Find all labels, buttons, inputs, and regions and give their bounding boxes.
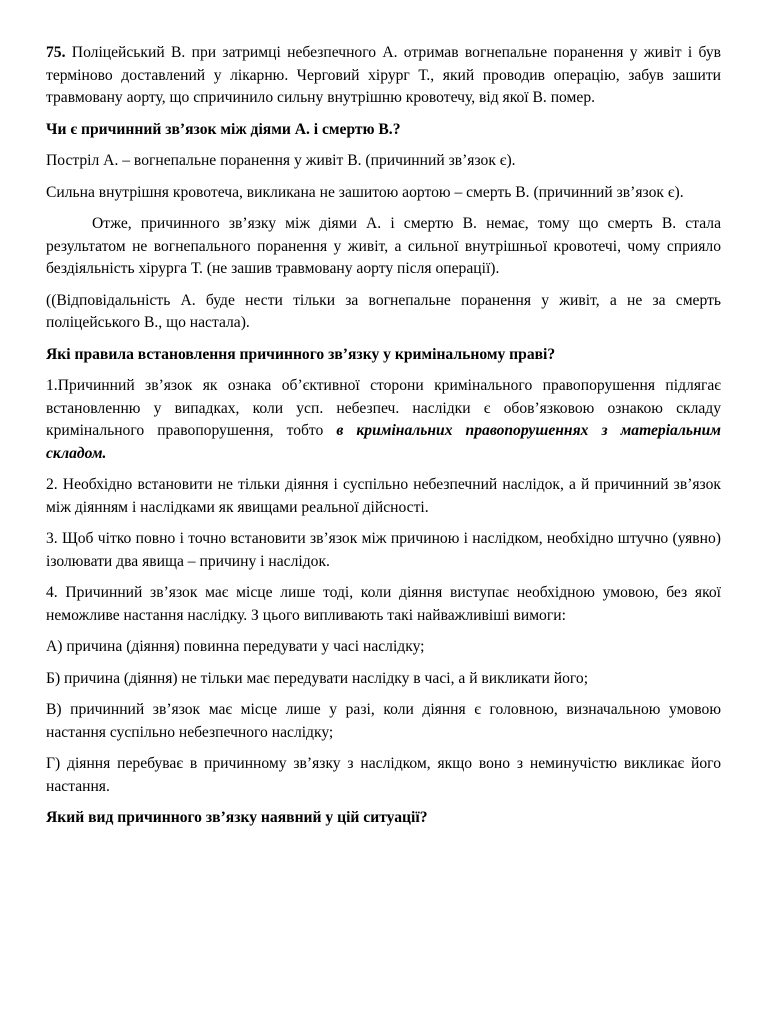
answer-bleeding: Сильна внутрішня кровотеча, викликана не зашитою аортою – смерть В. (причинний зв’язок є). <box>46 183 684 201</box>
answer-conclusion: Отже, причинного зв’язку між діями А. і смертю В. немає, тому що смерть В. стала результатом не вогнепального поранення у живіт, а сильної внутрішньої кровотечі, чому сприяло бездіяльність хірурга Т. (не зашив травмовану аорту після операції). <box>46 215 721 277</box>
requirement-a: А) причина (діяння) повинна передувати у часі наслідку; <box>46 638 425 655</box>
case-paragraph <box>46 42 721 110</box>
question-rules: Які правила встановлення причинного зв’язку у кримінальному праві? <box>46 345 556 363</box>
answer-shot: Постріл А. – вогнепальне поранення у живіт В. (причинний зв’язок є). <box>46 152 516 169</box>
case-number: 75. <box>46 44 66 61</box>
requirement-g: Г) діяння перебуває в причинному зв’язку з наслідком, якщо воно з неминучістю викликає його настання. <box>46 755 721 795</box>
question-causal-link: Чи є причинний зв’язок між діями А. і смертю В.? <box>46 120 401 138</box>
rule-3: 3. Щоб чітко повно і точно встановити зв’язок між причиною і наслідком, необхідно штучно (уявно) ізолювати два явища – причину і наслідок. <box>46 530 721 570</box>
rule-1-text: 1.Причинний зв’язок як ознака об’єктивної сторони кримінального правопорушення підлягає встановленню у випадках, коли усп. небезпеч. наслідки є обов’язковою ознакою складу кримінального правопорушення, тобто <box>46 377 721 439</box>
question-type: Який вид причинного зв’язку наявний у цій ситуації? <box>46 809 428 826</box>
requirement-v: В) причинний зв’язок має місце лише у разі, коли діяння є головною, визначальною умовою настання суспільно небезпечного наслідку; <box>46 701 721 741</box>
answer-responsibility: ((Відповідальність А. буде нести тільки за вогнепальне поранення у живіт, а не за смерть поліцейського В., що настала). <box>46 291 721 331</box>
rule-1-emphasis: в кримінальних правопорушеннях з матеріальним складом. <box>46 422 721 462</box>
rule-1 <box>46 375 721 465</box>
rule-2: 2. Необхідно встановити не тільки діяння і суспільно небезпечний наслідок, а й причинний зв’язок між діянням і наслідками як явищами реальної дійсності. <box>46 476 721 516</box>
requirement-b: Б) причина (діяння) не тільки має передувати наслідку в часі, а й викликати його; <box>46 669 589 687</box>
rule-4: 4. Причинний зв’язок має місце лише тоді, коли діяння виступає необхідною умовою, без якої неможливе настання наслідку. З цього випливають такі найважливіші вимоги: <box>46 584 721 624</box>
case-text: Поліцейський В. при затримці небезпечного А. отримав вогнепальне поранення у живіт і був терміново доставлений у лікарню. Черговий хірург Т., який проводив операцію, забув зашити травмовану аорту, що спричинило сильну внутрішню кровотечу, від якої В. помер. <box>46 44 721 106</box>
document-page <box>46 42 721 839</box>
